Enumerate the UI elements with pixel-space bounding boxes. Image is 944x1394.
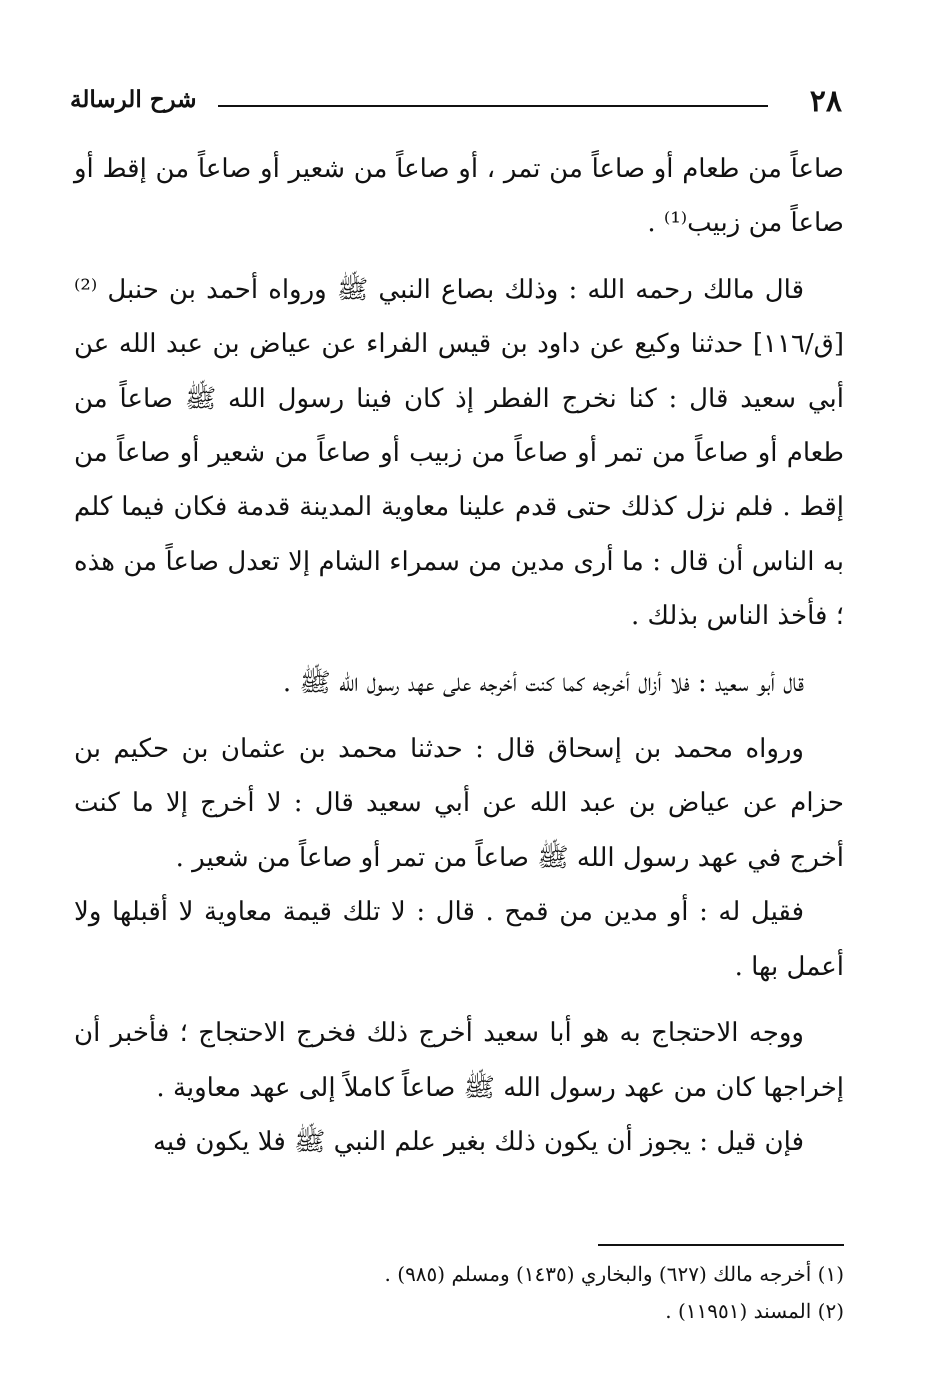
paragraph: ووجه الاحتجاج به هو أبا سعيد أخرج ذلك فخرج الاحتجاج ؛ فأخبر أن إخراجها كان من عهد رسول الله ﷺ صاعاً كاملاً إلى عهد معاوية . bbox=[74, 1018, 844, 1103]
footnote: (٢) المسند (١١٩٥١) . bbox=[665, 1299, 844, 1323]
footnote-rule bbox=[598, 1244, 844, 1246]
paragraph: قال أبو سعيد : فلا أزال أخرجه كما كنت أخرجه على عهد رسول الله ﷺ . bbox=[282, 667, 804, 698]
footnote: (١) أخرجه مالك (٦٢٧) والبخاري (١٤٣٥) ومسلم (٩٨٥) . bbox=[384, 1262, 844, 1286]
body-text bbox=[74, 142, 844, 1169]
page-header bbox=[70, 84, 846, 124]
footnotes bbox=[74, 1256, 844, 1330]
paragraph: فقيل له : أو مدين من قمح . قال : لا تلك قيمة معاوية لا أقبلها ولا أعمل بها . bbox=[74, 897, 844, 982]
header-rule bbox=[218, 105, 768, 107]
paragraph: ورواه محمد بن إسحاق قال : حدثنا محمد بن عثمان بن حكيم بن حزام عن عياض بن عبد الله عن أبي سعيد قال : لا أخرج إلا ما كنت أخرج في عهد رسول الله ﷺ صاعاً من تمر أو صاعاً من شعير . bbox=[74, 734, 844, 873]
paragraph: صاعاً من طعام أو صاعاً من تمر ، أو صاعاً من شعير أو صاعاً من إقط أو صاعاً من زبيب⁽¹⁾ . bbox=[74, 154, 844, 239]
running-title: شرح الرسالة bbox=[70, 86, 197, 113]
paragraph: فإن قيل : يجوز أن يكون ذلك بغير علم النبي ﷺ فلا يكون فيه bbox=[152, 1126, 804, 1157]
page-number: ٢٨ bbox=[809, 84, 842, 119]
paragraph: قال مالك رحمه الله : وذلك بصاع النبي ﷺ ورواه أحمد بن حنبل ⁽²⁾ [ق/١١٦] حدثنا وكيع عن داود بن قيس الفراء عن عياض بن عبد الله عن أبي سعيد قال : كنا نخرج الفطر إذ كان فينا رسول الله ﷺ صاعاً من طعام أو صاعاً من تمر أو صاعاً من زبيب أو صاعاً من شعير أو صاعاً من إقط . فلم نزل كذلك حتى قدم علينا معاوية المدينة قدمة فكان فيما كلم به الناس أن قال : ما أرى مدين من سمراء الشام إلا تعدل صاعاً من هذه ؛ فأخذ الناس بذلك . bbox=[74, 274, 845, 632]
